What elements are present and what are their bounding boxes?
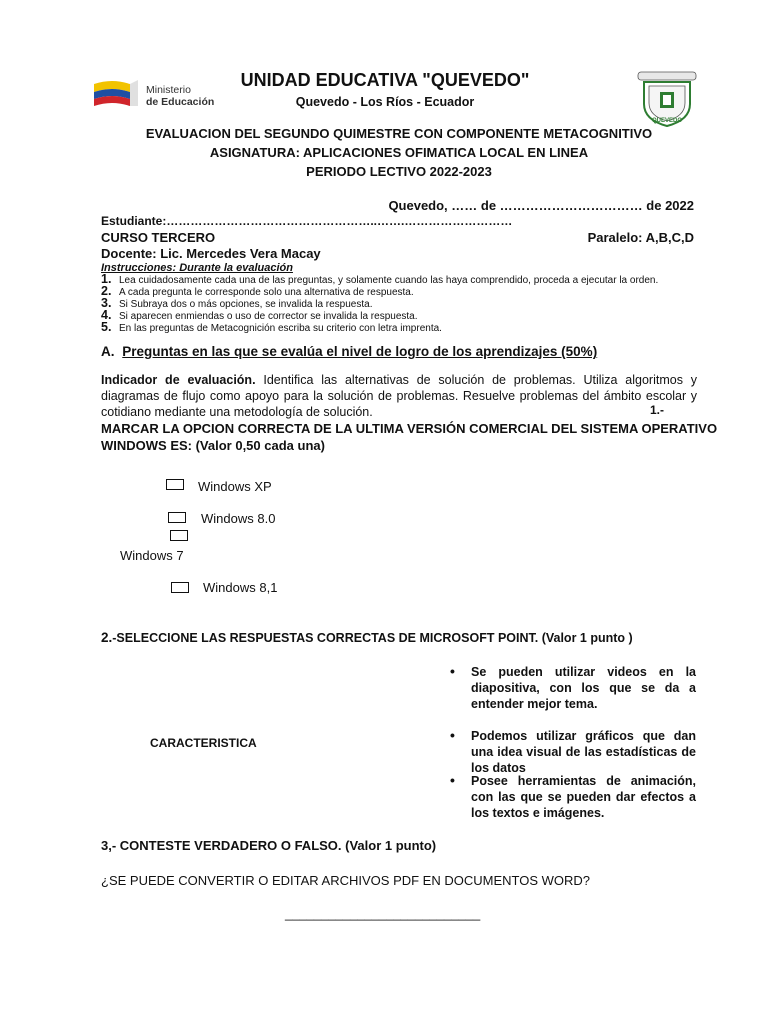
- section-a-title: Preguntas en las que se evalúa el nivel de logro de los aprendizajes (50%): [122, 344, 598, 359]
- ministry-line2: de Educación: [146, 96, 215, 108]
- indicator-label: Indicador de evaluación.: [101, 373, 256, 387]
- instruction-item: 1. Lea cuidadosamente cada una de las preguntas, y solamente cuando las haya comprendido, proceda a ejecutar la orden.: [101, 272, 659, 286]
- parallel: Paralelo: A,B,C,D: [587, 230, 694, 245]
- option-checkbox-windows-7[interactable]: [170, 530, 188, 541]
- exam-title: EVALUACION DEL SEGUNDO QUIMESTRE CON COMPONENTE METACOGNITIVO: [145, 126, 653, 141]
- exam-subject: ASIGNATURA: APLICACIONES OFIMATICA LOCAL EN LINEA: [209, 145, 589, 160]
- instructions-title: Instrucciones: Durante la evaluación: [101, 262, 293, 274]
- q2-bullet: • Posee herramientas de animación, con las que se pueden dar efectos a los textos e imágenes.: [450, 773, 696, 821]
- indicator-paragraph: [101, 372, 697, 420]
- teacher: Docente: Lic. Mercedes Vera Macay: [101, 246, 321, 261]
- option-label-windows-7: Windows 7: [120, 548, 184, 563]
- section-a-letter: A.: [101, 344, 115, 359]
- option-label-windows-8-1: Windows 8,1: [203, 580, 278, 595]
- ministerio-logo: [94, 76, 224, 116]
- section-a-heading: [101, 344, 597, 359]
- q2-bullet: • Podemos utilizar gráficos que dan una idea visual de las estadísticas de los datos: [450, 728, 696, 776]
- option-label-windows-xp: Windows XP: [198, 479, 272, 494]
- ministry-line1: Ministerio: [146, 84, 191, 96]
- q2-left-label: CARACTERISTICA: [150, 736, 257, 750]
- course: CURSO TERCERO: [101, 230, 216, 245]
- student-line: Estudiante:……………………………………………..…….………………………: [101, 214, 513, 228]
- option-label-windows-8-0: Windows 8.0: [201, 511, 276, 526]
- q1-text-line1: MARCAR LA OPCION CORRECTA DE LA ULTIMA VERSIÓN COMERCIAL DEL SISTEMA OPERATIVO: [101, 421, 718, 436]
- q2-text: -SELECCIONE LAS RESPUESTAS CORRECTAS DE MICROSOFT POINT. (Valor 1 punto ): [112, 631, 633, 645]
- option-checkbox-windows-xp[interactable]: [166, 479, 184, 490]
- instruction-item: 4. Si aparecen enmiendas o uso de corrector se invalida la respuesta.: [101, 308, 418, 322]
- option-checkbox-windows-8-0[interactable]: [168, 512, 186, 523]
- crest-text: QUEVEDO: [651, 118, 682, 124]
- q3-question: ¿SE PUEDE CONVERTIR O EDITAR ARCHIVOS PDF EN DOCUMENTOS WORD?: [101, 873, 591, 888]
- ecuador-flag-icon: [94, 76, 148, 116]
- q3-title: 3,- CONTESTE VERDADERO O FALSO. (Valor 1 punto): [101, 838, 437, 853]
- school-name: UNIDAD EDUCATIVA "QUEVEDO": [240, 70, 530, 90]
- exam-period: PERIODO LECTIVO 2022-2023: [306, 164, 492, 179]
- q1-text-line2: WINDOWS ES: (Valor 0,50 cada una): [101, 438, 325, 453]
- q2-heading: [101, 630, 633, 645]
- instruction-item: 5. En las preguntas de Metacognición escriba su criterio con letra imprenta.: [101, 320, 442, 334]
- q2-bullet: • Se pueden utilizar videos en la diapositiva, con los que se da a entender mejor tema.: [450, 664, 696, 712]
- q1-number: 1.-: [650, 403, 665, 417]
- option-checkbox-windows-8-1[interactable]: [171, 582, 189, 593]
- date-line: Quevedo, …… de …………………………… de 2022: [388, 198, 694, 213]
- indicator-text: Identifica las alternativas de solución de problemas. Utiliza algoritmos y diagramas de flujo como apoyo para la solución de problemas. Resuelve problemas del ámbito escolar y cotidiano mediante una metodología de solución.: [101, 373, 697, 419]
- instruction-item: 3. Si Subraya dos o más opciones, se invalida la respuesta.: [101, 296, 373, 310]
- school-location: Quevedo - Los Ríos - Ecuador: [295, 95, 475, 109]
- q3-answer-line[interactable]: ___________________________: [285, 906, 481, 921]
- instruction-item: 2. A cada pregunta le corresponde solo una alternativa de respuesta.: [101, 284, 414, 298]
- school-crest: [634, 70, 700, 130]
- q2-number: 2.: [101, 630, 113, 645]
